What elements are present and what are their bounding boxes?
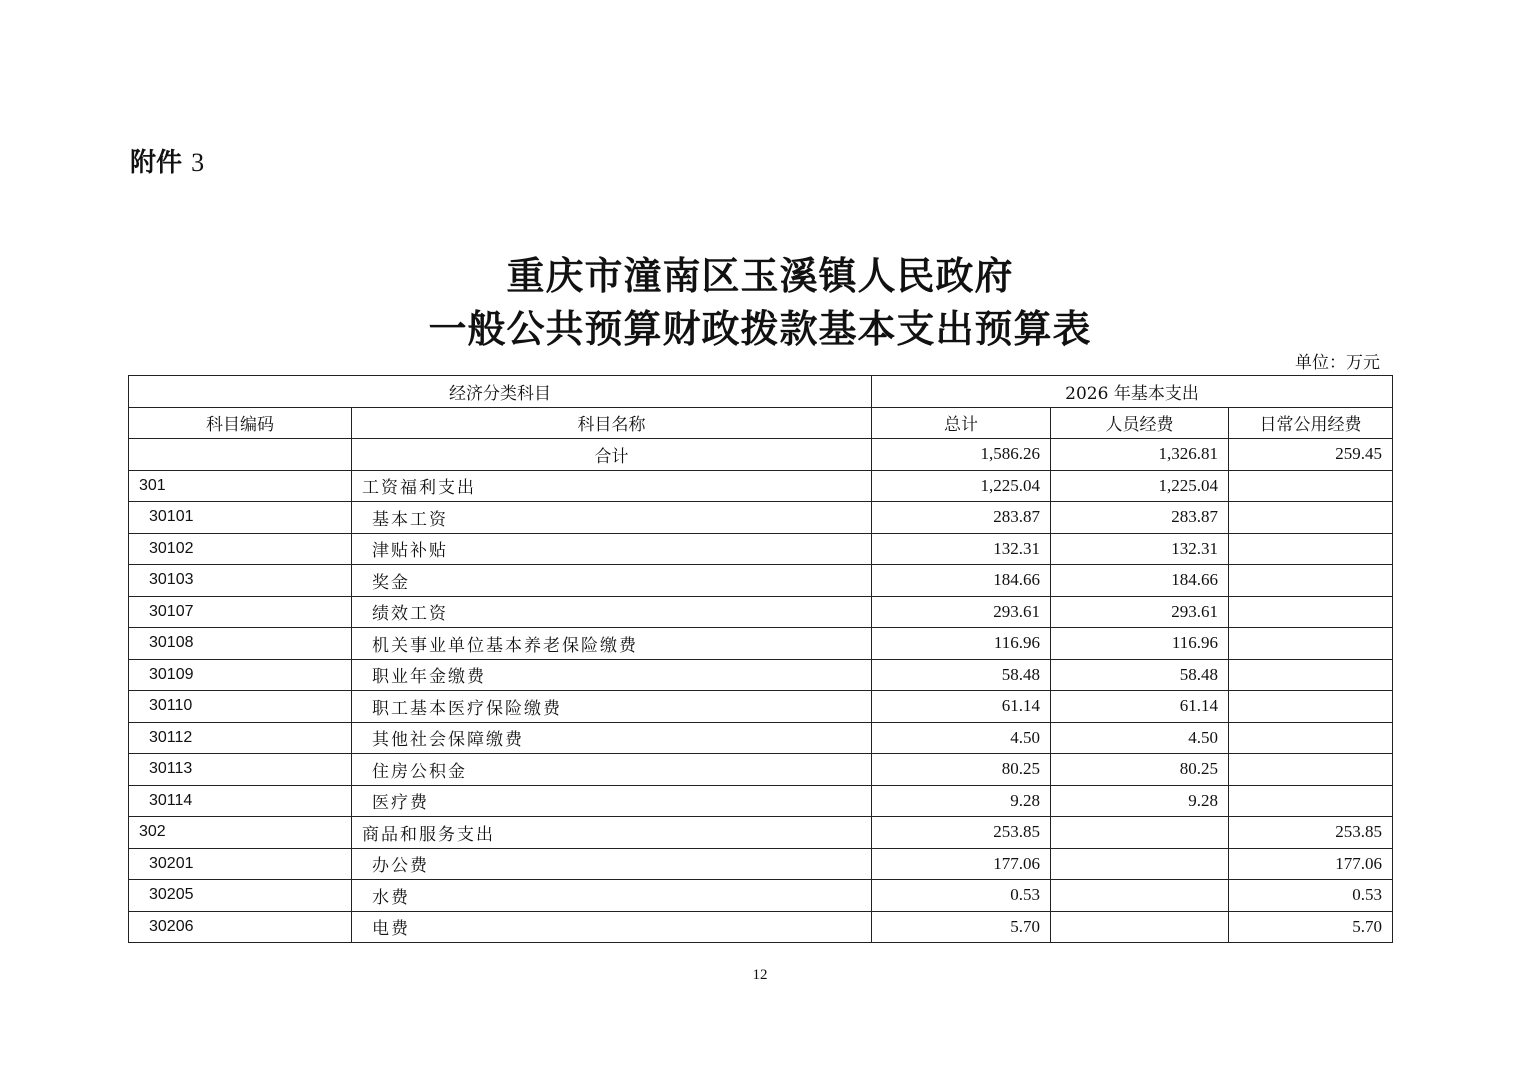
row-total: 184.66 [872, 565, 1051, 597]
row-name: 工资福利支出 [352, 470, 872, 502]
row-name: 其他社会保障缴费 [352, 722, 872, 754]
row-personnel: 283.87 [1051, 502, 1229, 534]
row-public [1229, 722, 1393, 754]
table-row [129, 628, 1393, 660]
column-header-code: 科目编码 [129, 407, 352, 439]
total-row-personnel: 1,326.81 [1051, 439, 1229, 471]
table-row [129, 911, 1393, 943]
row-total: 58.48 [872, 659, 1051, 691]
row-personnel [1051, 911, 1229, 943]
total-row-label: 合计 [352, 439, 872, 471]
row-public [1229, 628, 1393, 660]
row-personnel [1051, 848, 1229, 880]
row-personnel [1051, 880, 1229, 912]
row-personnel: 4.50 [1051, 722, 1229, 754]
row-public: 0.53 [1229, 880, 1393, 912]
row-name: 住房公积金 [352, 754, 872, 786]
row-code: 30108 [129, 628, 352, 660]
row-name: 职工基本医疗保险缴费 [352, 691, 872, 723]
row-code: 301 [129, 470, 352, 502]
row-name: 商品和服务支出 [352, 817, 872, 849]
table-row [129, 533, 1393, 565]
row-public [1229, 691, 1393, 723]
table-row [129, 691, 1393, 723]
row-code: 30112 [129, 722, 352, 754]
row-code: 30201 [129, 848, 352, 880]
total-row-code [129, 439, 352, 471]
attachment-number: 3 [191, 148, 205, 177]
table-row [129, 785, 1393, 817]
row-public: 5.70 [1229, 911, 1393, 943]
row-total: 116.96 [872, 628, 1051, 660]
table-row [129, 470, 1393, 502]
table-row [129, 754, 1393, 786]
row-public [1229, 596, 1393, 628]
row-public [1229, 533, 1393, 565]
row-code: 30109 [129, 659, 352, 691]
row-total: 1,225.04 [872, 470, 1051, 502]
table-row [129, 880, 1393, 912]
row-total: 9.28 [872, 785, 1051, 817]
row-personnel: 61.14 [1051, 691, 1229, 723]
unit-label: 单位：万元 [1295, 353, 1380, 373]
row-name: 水费 [352, 880, 872, 912]
row-public: 253.85 [1229, 817, 1393, 849]
column-header-public: 日常公用经费 [1229, 407, 1393, 439]
row-code: 30107 [129, 596, 352, 628]
row-code: 30206 [129, 911, 352, 943]
row-total: 177.06 [872, 848, 1051, 880]
row-name: 津贴补贴 [352, 533, 872, 565]
row-code: 302 [129, 817, 352, 849]
row-name: 医疗费 [352, 785, 872, 817]
row-public: 177.06 [1229, 848, 1393, 880]
page-title-line1: 重庆市潼南区玉溪镇人民政府 [506, 253, 1014, 298]
column-header-total: 总计 [872, 407, 1051, 439]
row-code: 30114 [129, 785, 352, 817]
total-row [129, 439, 1393, 471]
table-row [129, 848, 1393, 880]
page-title-line2: 一般公共预算财政拨款基本支出预算表 [428, 306, 1092, 351]
row-personnel: 80.25 [1051, 754, 1229, 786]
row-public [1229, 785, 1393, 817]
row-personnel: 9.28 [1051, 785, 1229, 817]
row-total: 253.85 [872, 817, 1051, 849]
row-code: 30103 [129, 565, 352, 597]
total-row-public: 259.45 [1229, 439, 1393, 471]
row-total: 4.50 [872, 722, 1051, 754]
row-name: 机关事业单位基本养老保险缴费 [352, 628, 872, 660]
group-header-right: 2026 年基本支出 [872, 376, 1393, 408]
column-header-personnel: 人员经费 [1051, 407, 1229, 439]
column-header-name: 科目名称 [352, 407, 872, 439]
attachment-text: 附件 [130, 148, 183, 178]
row-public [1229, 470, 1393, 502]
row-total: 0.53 [872, 880, 1051, 912]
row-public [1229, 754, 1393, 786]
table-row [129, 722, 1393, 754]
table-row [129, 596, 1393, 628]
row-public [1229, 659, 1393, 691]
row-personnel [1051, 817, 1229, 849]
row-personnel: 58.48 [1051, 659, 1229, 691]
row-code: 30101 [129, 502, 352, 534]
row-personnel: 184.66 [1051, 565, 1229, 597]
row-name: 奖金 [352, 565, 872, 597]
row-personnel: 293.61 [1051, 596, 1229, 628]
row-total: 80.25 [872, 754, 1051, 786]
table-row [129, 502, 1393, 534]
row-total: 5.70 [872, 911, 1051, 943]
row-code: 30102 [129, 533, 352, 565]
row-public [1229, 502, 1393, 534]
row-name: 职业年金缴费 [352, 659, 872, 691]
row-personnel: 132.31 [1051, 533, 1229, 565]
column-header-row [129, 407, 1393, 439]
row-total: 132.31 [872, 533, 1051, 565]
page-number: 12 [752, 967, 768, 983]
row-code: 30113 [129, 754, 352, 786]
attachment-label [130, 142, 204, 179]
table-row [129, 659, 1393, 691]
table-row [129, 817, 1393, 849]
row-public [1229, 565, 1393, 597]
row-name: 办公费 [352, 848, 872, 880]
row-total: 61.14 [872, 691, 1051, 723]
row-total: 283.87 [872, 502, 1051, 534]
row-personnel: 1,225.04 [1051, 470, 1229, 502]
row-name: 绩效工资 [352, 596, 872, 628]
total-row-total: 1,586.26 [872, 439, 1051, 471]
row-name: 基本工资 [352, 502, 872, 534]
group-header-left: 经济分类科目 [129, 376, 872, 408]
budget-table [128, 375, 1393, 943]
row-total: 293.61 [872, 596, 1051, 628]
row-name: 电费 [352, 911, 872, 943]
table-row [129, 565, 1393, 597]
row-personnel: 116.96 [1051, 628, 1229, 660]
row-code: 30110 [129, 691, 352, 723]
row-code: 30205 [129, 880, 352, 912]
group-header-row [129, 376, 1393, 408]
